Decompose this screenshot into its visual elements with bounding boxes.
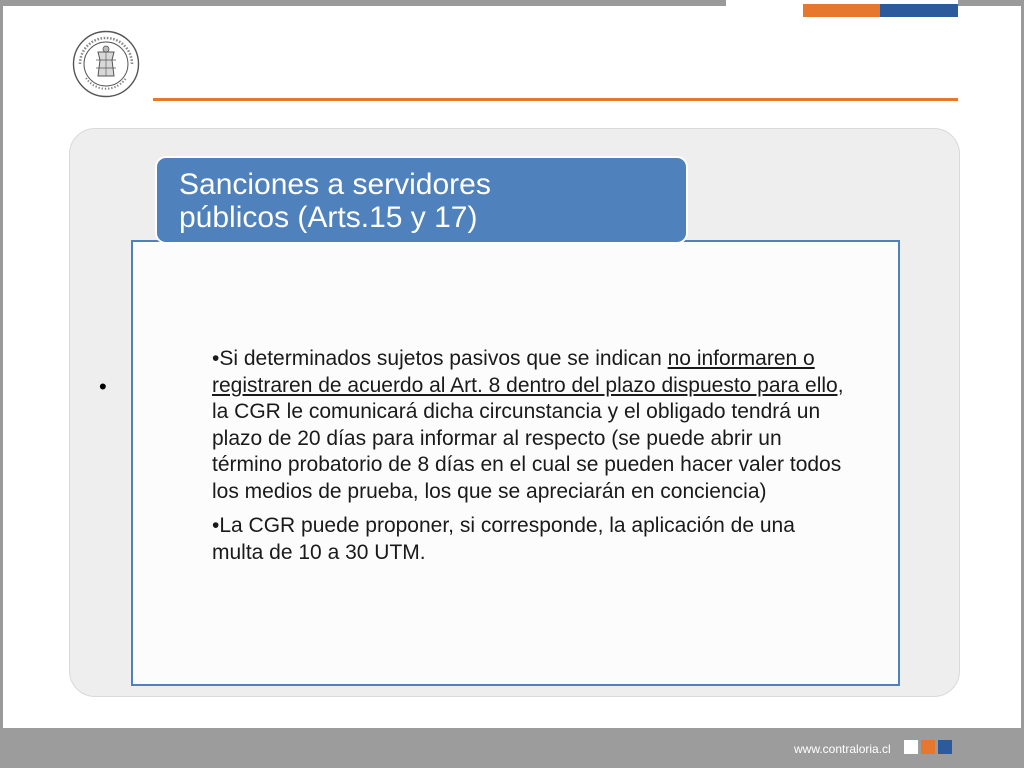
paragraph-1-lead: •Si determinados sujetos pasivos que se indican bbox=[212, 347, 668, 370]
title-tab bbox=[155, 156, 688, 244]
orange-accent-stripe bbox=[803, 4, 880, 17]
blue-accent-stripe bbox=[880, 4, 958, 17]
paragraph-1-underlined: no informaren o registraren de acuerdo al Art. 8 dentro del plazo dispuesto para ello, bbox=[212, 347, 844, 397]
footer-white-square bbox=[904, 740, 918, 754]
slide-body-text bbox=[212, 346, 852, 566]
contraloria-seal-logo bbox=[72, 30, 140, 98]
paragraph-fine: •La CGR puede proponer, si corresponde, la aplicación de una multa de 10 a 30 UTM. bbox=[212, 514, 795, 564]
header-orange-rule bbox=[153, 98, 958, 101]
outer-bullet: • bbox=[99, 374, 107, 399]
slide-title-line-2: públicos (Arts.15 y 17) bbox=[179, 201, 478, 234]
footer-url[interactable]: www.contraloria.cl bbox=[794, 742, 891, 756]
footer-orange-square bbox=[921, 740, 935, 754]
slide-title-line-1: Sanciones a servidores bbox=[179, 168, 491, 201]
footer-blue-square bbox=[938, 740, 952, 754]
paragraph-1-rest: la CGR le comunicará dicha circunstancia y el obligado tendrá un plazo de 20 días para informar al respecto (se puede abrir un término probatorio de 8 días en el cual se pueden hacer valer todos los medios de prueba, los que se apreciarán en conciencia) bbox=[212, 400, 842, 503]
left-frame-bar bbox=[0, 0, 3, 768]
paragraph-sanction-procedure bbox=[212, 346, 852, 505]
